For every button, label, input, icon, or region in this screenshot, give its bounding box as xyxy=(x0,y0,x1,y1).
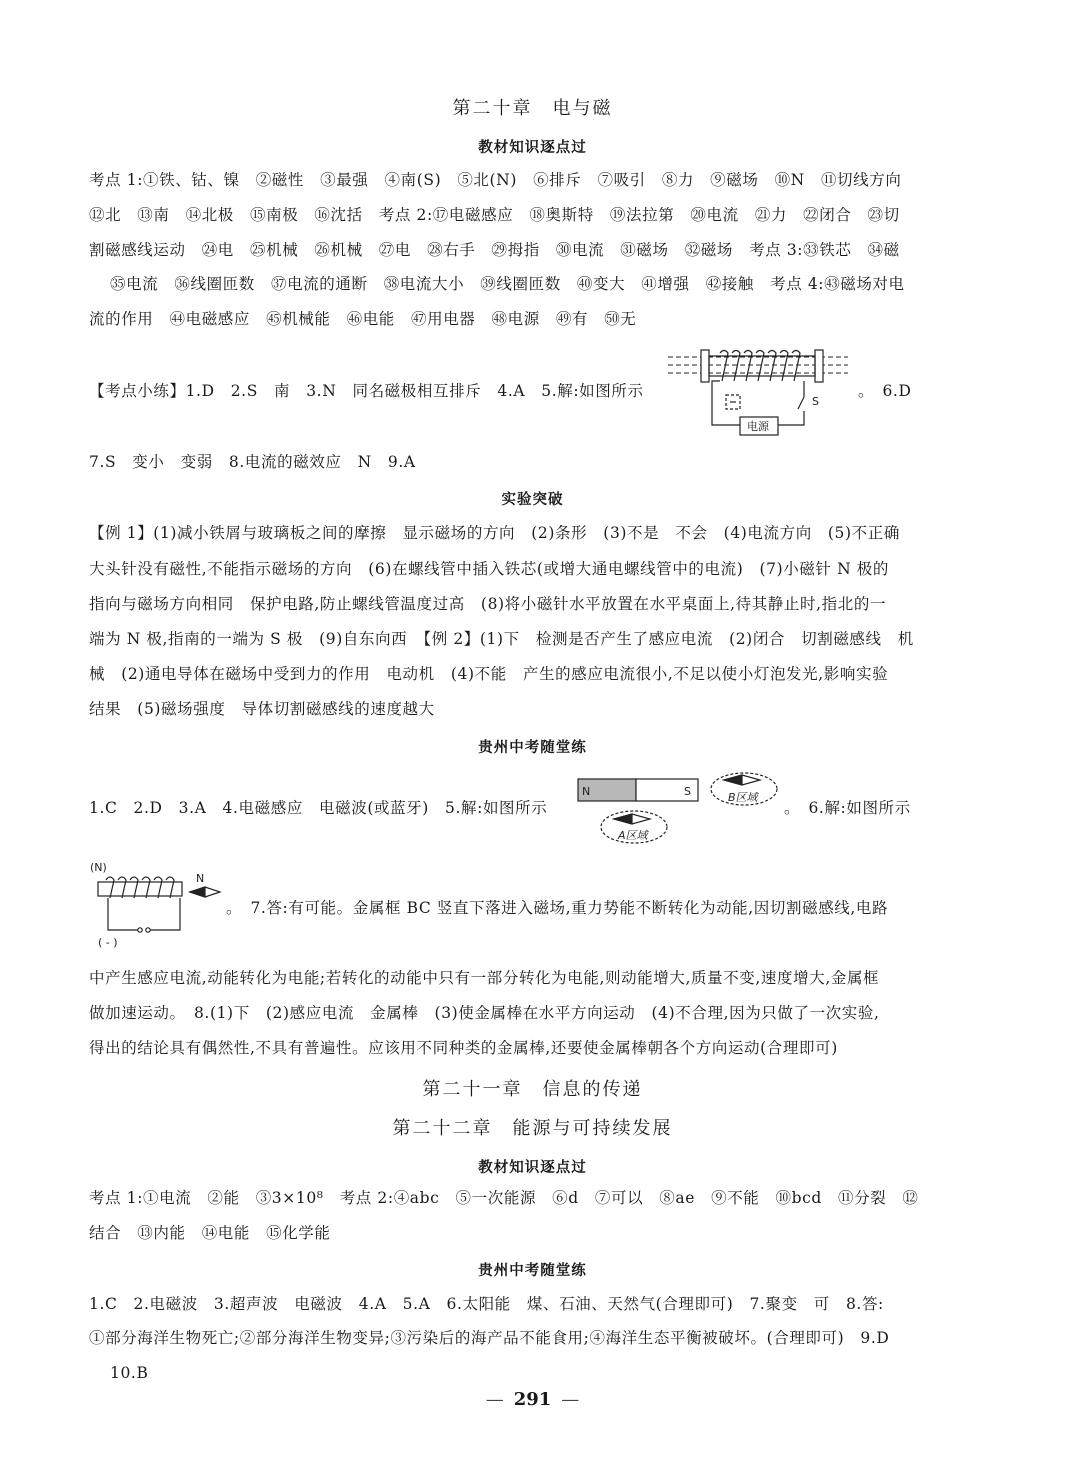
magnet-n-label: N xyxy=(582,785,591,798)
guizhou22-line-3: 10.B xyxy=(110,1364,149,1382)
knowledge-line-2: ⑫北 ⑬南 ⑭北极 ⑮南极 ⑯沈括 考点 2:⑰电磁感应 ⑱奥斯特 ⑲法拉第 ⑳电流 ㉑力 ㉒闭合 ㉓切 xyxy=(89,206,900,224)
practice-line-1b: 。 6.D xyxy=(858,382,912,400)
coil-needle-figure xyxy=(88,858,233,950)
region-a-label: A区域 xyxy=(618,829,648,842)
guizhou-line-1: 1.C 2.D 3.A 4.电磁感应 电磁波(或蓝牙) 5.解:如图所示 xyxy=(89,799,548,817)
guizhou22-line-1: 1.C 2.电磁波 3.超声波 电磁波 4.A 5.A 6.太阳能 煤、石油、天然气(合理即可) 7.聚变 可 8.答: xyxy=(89,1295,884,1313)
guizhou-line-1b: 。 6.解:如图所示 xyxy=(784,799,911,817)
guizhou-line-5: 得出的结论具有偶然性,不具有普遍性。应该用不同种类的金属棒,还要使金属棒朝各个方向运动(合理即可) xyxy=(89,1039,838,1057)
experiment-line-4: 端为 N 极,指南的一端为 S 极 (9)自东向西 【例 2】(1)下 检测是否产生了感应电流 (2)闭合 切割磁感线 机 xyxy=(89,630,914,648)
bar-magnet-figure xyxy=(576,767,781,847)
experiment-line-6: 结果 (5)磁场强度 导体切割磁感线的速度越大 xyxy=(89,700,435,718)
section-guizhou-practice: 贵州中考随堂练 xyxy=(478,740,587,756)
knowledge-line-5: 流的作用 ㊹电磁感应 ㊺机械能 ㊻电能 ㊼用电器 ㊽电源 ㊾有 ㊿无 xyxy=(89,310,637,328)
experiment-line-2: 大头针没有磁性,不能指示磁场的方向 (6)在螺线管中插入铁芯(或增大通电螺线管中的电流) (7)小磁针 N 极的 xyxy=(89,560,889,578)
region-b-label: B区域 xyxy=(728,791,758,804)
experiment-line-5: 械 (2)通电导体在磁场中受到力的作用 电动机 (4)不能 产生的感应电流很小,不足以使小灯泡发光,影响实验 xyxy=(89,665,889,683)
page-number-value: 291 xyxy=(513,1389,552,1410)
knowledge-line-4: ㉟电流 ㊱线圈匝数 ㊲电流的通断 ㊳电流大小 ㊴线圈匝数 ㊵变大 ㊶增强 ㊷接触 考点 4:㊸磁场对电 xyxy=(110,275,905,293)
chapter-22-title: 第二十二章 能源与可持续发展 xyxy=(392,1118,673,1139)
page-number: — 291 — xyxy=(485,1389,580,1410)
solenoid-circuit-figure xyxy=(668,345,853,440)
coil-top-label: (N) xyxy=(90,861,107,874)
experiment-line-1: 【例 1】(1)减小铁屑与玻璃板之间的摩擦 显示磁场的方向 (2)条形 (3)不是 不会 (4)电流方向 (5)不正确 xyxy=(89,524,900,542)
knowledge22-line-2: 结合 ⑬内能 ⑭电能 ⑮化学能 xyxy=(89,1224,331,1242)
practice-line-2: 7.S 变小 变弱 8.电流的磁效应 N 9.A xyxy=(89,453,416,471)
section-experiment: 实验突破 xyxy=(501,492,564,508)
chapter-20-title: 第二十章 电与磁 xyxy=(452,98,613,119)
knowledge-line-1: 考点 1:①铁、钴、镍 ②磁性 ③最强 ④南(S) ⑤北(N) ⑥排斥 ⑦吸引 ⑧力 ⑨磁场 ⑩N ⑪切线方向 xyxy=(89,171,902,189)
switch-label: S xyxy=(812,395,819,408)
practice-line-1: 【考点小练】1.D 2.S 南 3.N 同名磁极相互排斥 4.A 5.解:如图所示 xyxy=(89,382,644,400)
guizhou-line-2: 。 7.答:有可能。金属框 BC 竖直下落进入磁场,重力势能不断转化为动能,因切割磁感线,电路 xyxy=(226,899,889,917)
experiment-line-3: 指向与磁场方向相同 保护电路,防止螺线管温度过高 (8)将小磁针水平放置在水平桌面上,待其静止时,指北的一 xyxy=(89,595,887,613)
chapter-21-title: 第二十一章 信息的传递 xyxy=(422,1079,643,1100)
section-textbook-knowledge: 教材知识逐点过 xyxy=(478,140,587,156)
knowledge-line-3: 割磁感线运动 ㉔电 ㉕机械 ㉖机械 ㉗电 ㉘右手 ㉙拇指 ㉚电流 ㉛磁场 ㉜磁场 考点 3:㉝铁芯 ㉞磁 xyxy=(89,241,900,259)
knowledge22-line-1: 考点 1:①电流 ②能 ③3×10⁸ 考点 2:④abc ⑤一次能源 ⑥d ⑦可以 ⑧ae ⑨不能 ⑩bcd ⑪分裂 ⑫ xyxy=(89,1189,919,1207)
coil-bottom-label: ( - ) xyxy=(98,936,118,949)
magnet-s-label: S xyxy=(684,785,691,798)
section-textbook-knowledge-22: 教材知识逐点过 xyxy=(478,1160,587,1176)
power-source-label: 电源 xyxy=(747,420,769,433)
section-guizhou-practice-22: 贵州中考随堂练 xyxy=(478,1263,587,1279)
needle-n-label: N xyxy=(196,872,205,885)
guizhou22-line-2: ①部分海洋生物死亡;②部分海洋生物变异;③污染后的海产品不能食用;④海洋生态平衡被破坏。(合理即可) 9.D xyxy=(89,1329,890,1347)
guizhou-line-3: 中产生感应电流,动能转化为电能;若转化的动能中只有一部分转化为电能,则动能增大,质量不变,速度增大,金属框 xyxy=(89,969,880,987)
guizhou-line-4: 做加速运动。 8.(1)下 (2)感应电流 金属棒 (3)使金属棒在水平方向运动 (4)不合理,因为只做了一次实验, xyxy=(89,1004,880,1022)
